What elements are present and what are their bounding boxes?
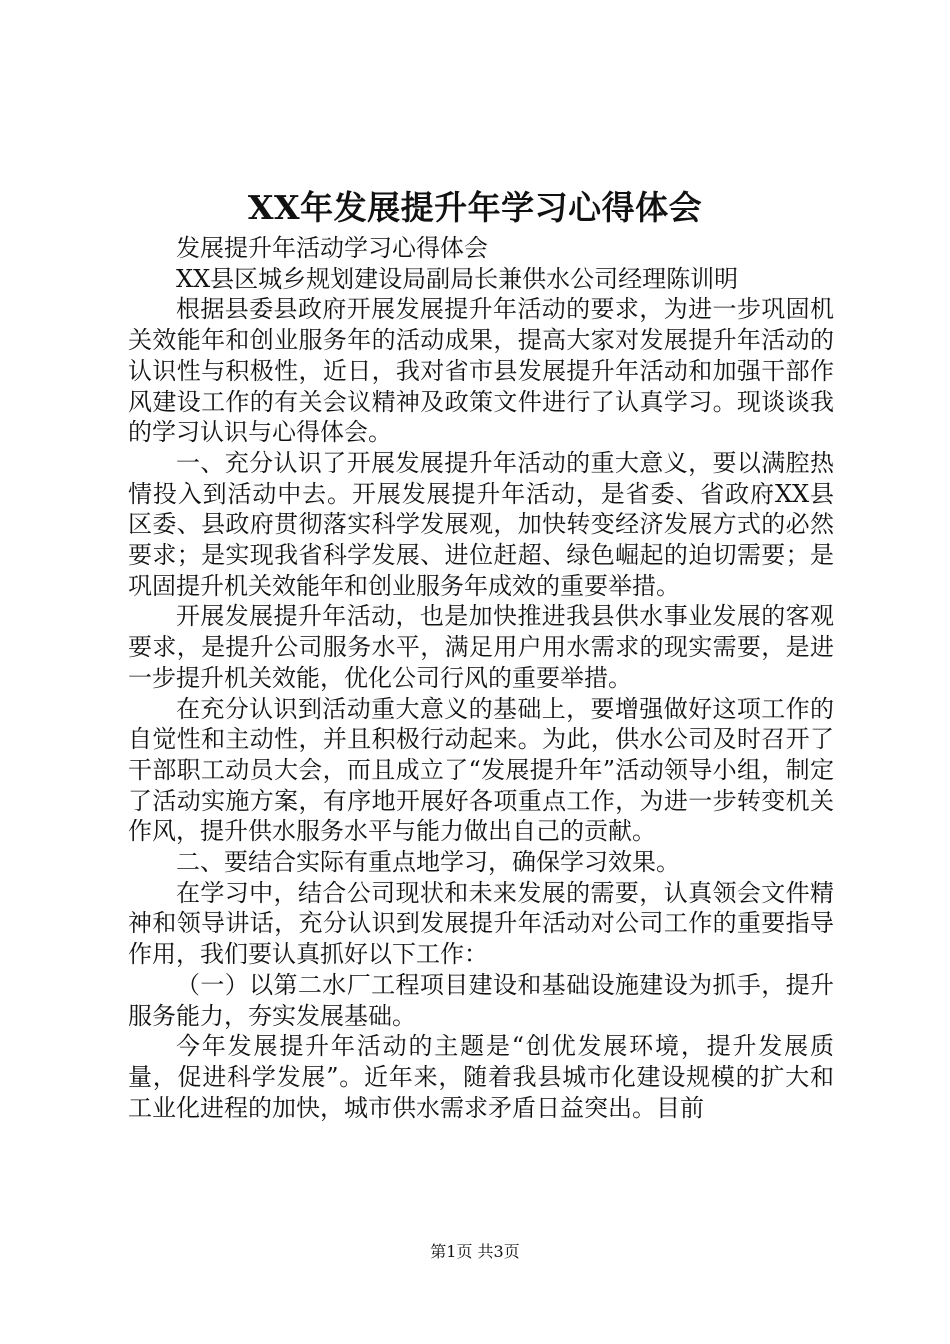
document-title: XX年发展提升年学习心得体会 <box>247 188 703 227</box>
paragraph: 今年发展提升年活动的主题是“创优发展环境，提升发展质量，促进科学发展”。近年来，随着我县城市化建设规模的扩大和工业化进程的加快，城市供水需求矛盾日益突出。目前 <box>128 1032 834 1122</box>
paragraph: 在学习中，结合公司现状和未来发展的需要，认真领会文件精神和领导讲话，充分认识到发展提升年活动对公司工作的重要指导作用，我们要认真抓好以下工作： <box>128 878 834 969</box>
paragraph-author: XX县区城乡规划建设局副局长兼供水公司经理陈训明 <box>176 264 739 293</box>
document-body <box>128 233 834 1123</box>
paragraph: 开展发展提升年活动，也是加快推进我县供水事业发展的客观要求，是提升公司服务水平，满足用户用水需求的现实需要，是进一步提升机关效能，优化公司行风的重要举措。 <box>128 602 834 692</box>
page-footer: 第1页 共3页 <box>430 1242 520 1261</box>
paragraph: 在充分认识到活动重大意义的基础上，要增强做好这项工作的自觉性和主动性，并且积极行动起来。为此，供水公司及时召开了干部职工动员大会，而且成立了“发展提升年”活动领导小组，制定了活动实施方案，有序地开展好各项重点工作，为进一步转变机关作风，提升供水服务水平与能力做出自己的贡献。 <box>128 694 834 846</box>
paragraph-subtitle: 发展提升年活动学习心得体会 <box>176 234 488 262</box>
paragraph: 一、充分认识了开展发展提升年活动的重大意义，要以满腔热情投入到活动中去。开展发展提升年活动，是省委、省政府XX县区委、县政府贯彻落实科学发展观，加快转变经济发展方式的必然要求；是实现我省科学发展、进位赶超、绿色崛起的迫切需要；是巩固提升机关效能年和创业服务年成效的重要举措。 <box>128 448 834 600</box>
subsection-heading: （一）以第二水厂工程项目建设和基础设施建设为抓手，提升服务能力，夯实发展基础。 <box>128 970 834 1030</box>
paragraph: 根据县委县政府开展发展提升年活动的要求，为进一步巩固机关效能年和创业服务年的活动成果，提高大家对发展提升年活动的认识性与积极性，近日，我对省市县发展提升年活动和加强干部作风建设工作的有关会议精神及政策文件进行了认真学习。现谈谈我的学习认识与心得体会。 <box>128 295 834 447</box>
section-heading: 二、要结合实际有重点地学习，确保学习效果。 <box>176 848 680 877</box>
